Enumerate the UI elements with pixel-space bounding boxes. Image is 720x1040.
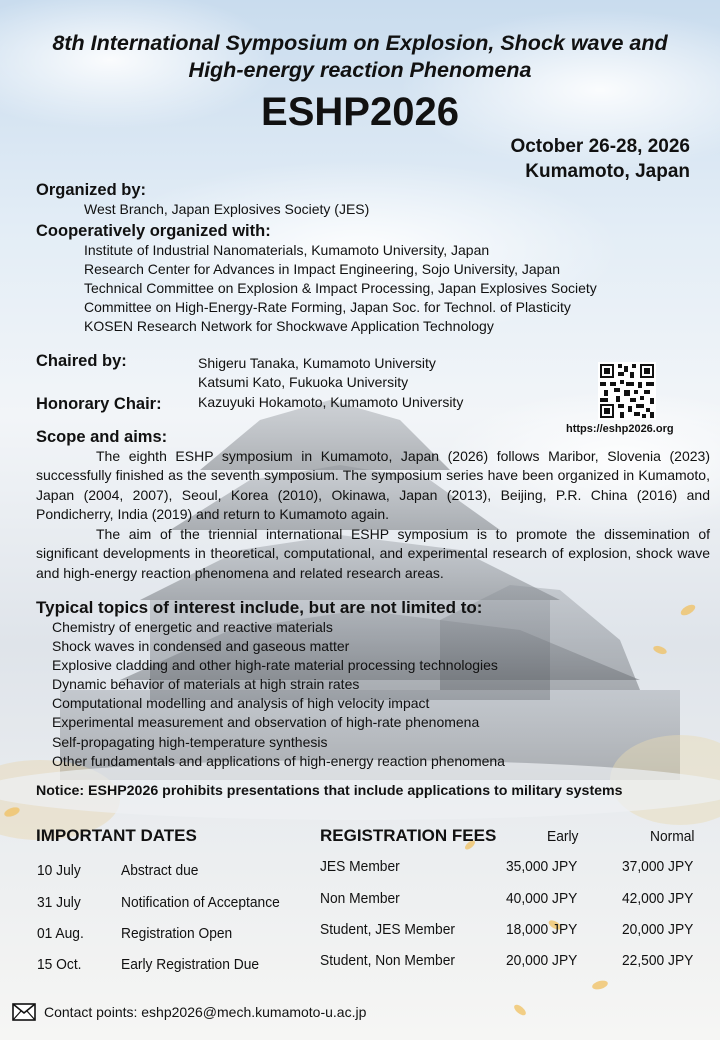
chaired-heading: Chaired by: xyxy=(36,352,127,370)
date-event-cell: Early Registration Due xyxy=(121,956,260,973)
envelope-icon xyxy=(12,1003,36,1021)
contact-email[interactable]: Contact points: eshp2026@mech.kumamoto-u.ac.jp xyxy=(44,1004,367,1020)
fee-category-cell: JES Member xyxy=(320,858,400,875)
organizer-item: West Branch, Japan Explosives Society (JES) xyxy=(84,201,370,217)
topic-item: Other fundamentals and applications of high-energy reaction phenomena xyxy=(52,753,505,769)
normal-column-header: Normal xyxy=(650,828,695,845)
fee-normal-cell: 20,000 JPY xyxy=(622,921,694,938)
organized-heading: Organized by: xyxy=(36,181,147,199)
topic-item: Chemistry of energetic and reactive materials xyxy=(52,619,333,635)
fee-category-cell: Student, Non Member xyxy=(320,952,456,969)
fee-early-cell: 20,000 JPY xyxy=(506,952,578,969)
topic-item: Explosive cladding and other high-rate material processing technologies xyxy=(52,657,498,673)
topic-item: Experimental measurement and observation of high-rate phenomena xyxy=(52,714,480,730)
fee-category-cell: Non Member xyxy=(320,890,400,907)
chair-name: Katsumi Kato, Fukuoka University xyxy=(198,374,409,390)
event-dates: October 26-28, 2026 xyxy=(510,136,690,157)
topic-item: Self-propagating high-temperature synthesis xyxy=(52,734,328,750)
fee-early-cell: 35,000 JPY xyxy=(506,858,578,875)
topics-heading: Typical topics of interest include, but are not limited to: xyxy=(36,598,483,617)
fee-normal-cell: 42,000 JPY xyxy=(622,890,694,907)
fee-category-cell: Student, JES Member xyxy=(320,921,455,938)
cooperative-item: Technical Committee on Explosion & Impact Processing, Japan Explosives Society xyxy=(84,280,597,296)
cooperative-item: Research Center for Advances in Impact Engineering, Sojo University, Japan xyxy=(84,261,560,277)
early-column-header: Early xyxy=(547,828,579,845)
cooperative-heading: Cooperatively organized with: xyxy=(36,222,271,240)
date-cell: 31 July xyxy=(37,894,81,911)
fee-early-cell: 18,000 JPY xyxy=(506,921,578,938)
website-url[interactable]: https://eshp2026.org xyxy=(566,423,674,435)
chair-name: Shigeru Tanaka, Kumamoto University xyxy=(198,355,436,371)
topic-item: Shock waves in condensed and gaseous matter xyxy=(52,638,350,654)
date-event-cell: Abstract due xyxy=(121,862,199,879)
honorary-chair-heading: Honorary Chair: xyxy=(36,395,162,413)
qr-code-icon[interactable] xyxy=(598,362,656,420)
scope-paragraph-2: The aim of the triennial international ESHP symposium is to promote the dissemination of significant developments in theoretical, computational, and experimental research of explosion, shock wave and high-energy reaction phenomena and related research areas. xyxy=(36,526,710,581)
fee-early-cell: 40,000 JPY xyxy=(506,890,578,907)
title-line-1: 8th International Symposium on Explosion, Shock wave and xyxy=(52,31,668,55)
date-cell: 10 July xyxy=(37,862,81,879)
date-cell: 15 Oct. xyxy=(37,956,82,973)
registration-fees-heading: REGISTRATION FEES xyxy=(320,826,497,845)
date-event-cell: Registration Open xyxy=(121,925,233,942)
date-cell: 01 Aug. xyxy=(37,925,84,942)
important-dates-heading: IMPORTANT DATES xyxy=(36,826,197,845)
fee-normal-cell: 37,000 JPY xyxy=(622,858,694,875)
cooperative-item: Committee on High-Energy-Rate Forming, Japan Soc. for Technol. of Plasticity xyxy=(84,299,571,315)
honorary-chair-name: Kazuyuki Hokamoto, Kumamoto University xyxy=(198,394,464,410)
military-notice: Notice: ESHP2026 prohibits presentations that include applications to military systems xyxy=(36,783,623,799)
symposium-acronym: ESHP2026 xyxy=(261,90,459,134)
topic-item: Dynamic behavior of materials at high strain rates xyxy=(52,676,360,692)
title-line-2: High-energy reaction Phenomena xyxy=(188,58,532,82)
date-event-cell: Notification of Acceptance xyxy=(121,894,280,911)
cooperative-item: KOSEN Research Network for Shockwave Application Technology xyxy=(84,318,494,334)
topic-item: Computational modelling and analysis of high velocity impact xyxy=(52,695,430,711)
cooperative-item: Institute of Industrial Nanomaterials, Kumamoto University, Japan xyxy=(84,242,490,258)
scope-paragraph-1: The eighth ESHP symposium in Kumamoto, Japan (2026) follows Maribor, Slovenia (2023) successfully finished as the seventh symposium. The symposium series have been organized in Kumamoto, Japan (2004, 2007), Seoul, Korea (2010), Okinawa, Japan (2013), Beijing, P.R. China (2016) and Pondicherry, India (2019) and return to Kumamoto again. xyxy=(36,448,710,523)
fee-normal-cell: 22,500 JPY xyxy=(622,952,694,969)
event-location: Kumamoto, Japan xyxy=(525,161,690,182)
scope-heading: Scope and aims: xyxy=(36,428,168,446)
